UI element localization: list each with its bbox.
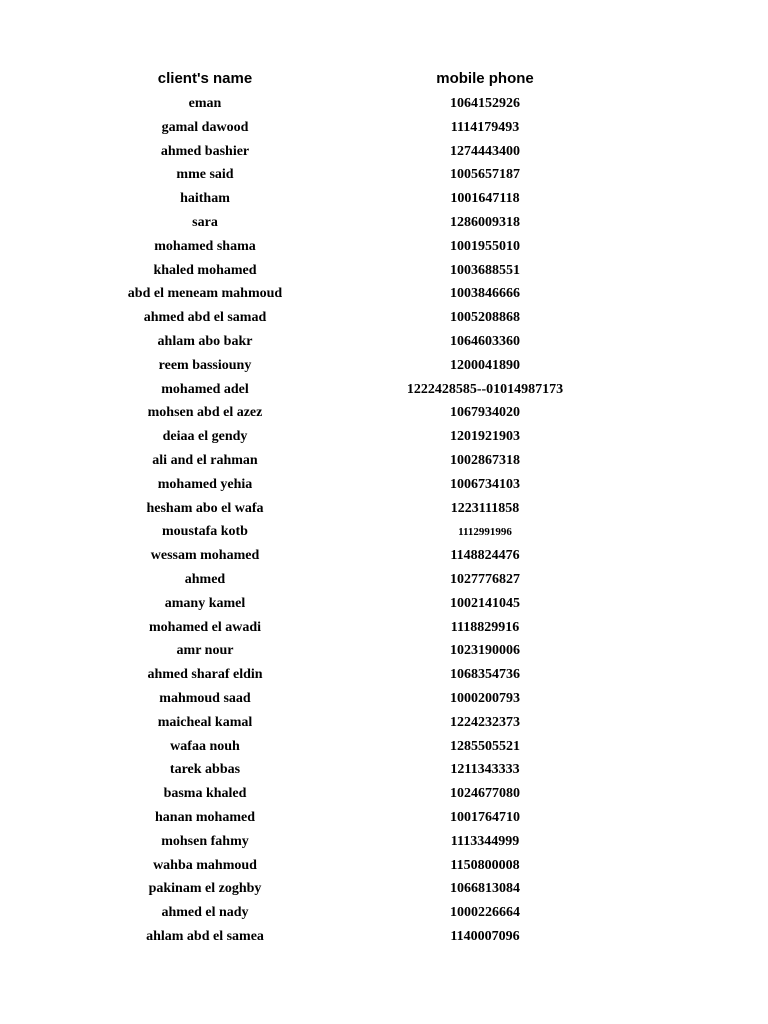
mobile-phone-cell: 1113344999 [450,833,520,849]
client-name-cell: wahba mahmoud [153,857,257,873]
table-row [0,688,768,712]
client-name-cell: mohamed yehia [157,476,253,492]
client-name-cell: amany kamel [164,595,246,611]
table-row [0,164,768,188]
mobile-phone-cell: 1274443400 [450,143,520,159]
client-name-cell: maicheal kamal [157,714,253,730]
client-name-cell: mohamed el awadi [149,619,261,635]
client-name-cell: khaled mohamed [153,262,257,278]
column-header-mobile-phone: mobile phone [436,70,534,87]
column-header-client-name: client's name [157,70,253,87]
client-name-cell: ali and el rahman [152,452,258,468]
table-row [0,878,768,902]
table-row [0,855,768,879]
table-row [0,569,768,593]
table-row [0,498,768,522]
client-name-cell: ahmed abd el samad [143,310,267,326]
mobile-phone-cell: 1001647118 [450,191,520,207]
client-name-cell: mohamed shama [154,238,256,254]
table-row [0,926,768,950]
client-name-cell: pakinam el zoghby [148,881,262,897]
mobile-phone-cell: 1150800008 [450,857,520,873]
mobile-phone-cell: 1002141045 [450,595,520,611]
client-name-cell: mahmoud saad [159,690,251,706]
table-row [0,474,768,498]
mobile-phone-cell: 1118829916 [450,619,520,635]
client-name-cell: reem bassiouny [158,357,252,373]
table-row [0,188,768,212]
client-name-cell: abd el meneam mahmoud [127,286,283,302]
mobile-phone-cell: 1027776827 [450,571,520,587]
table-row [0,402,768,426]
mobile-phone-cell: 1003688551 [450,262,520,278]
client-name-cell: haitham [180,191,230,207]
table-row [0,236,768,260]
mobile-phone-cell: 1066813084 [450,881,520,897]
mobile-phone-cell: 1200041890 [450,357,520,373]
table-header [0,69,768,89]
client-name-cell: basma khaled [163,786,247,802]
mobile-phone-cell: 1064603360 [450,333,520,349]
mobile-phone-cell: 1064152926 [450,96,520,111]
table-row [0,212,768,236]
client-name-cell: wessam mohamed [150,548,260,564]
mobile-phone-cell: 1140007096 [450,928,520,944]
table-row [0,759,768,783]
client-name-cell: ahlam abd el samea [146,928,264,944]
table-row [0,379,768,403]
client-name-cell: ahlam abo bakr [157,333,253,349]
client-name-cell: ahmed bashier [160,143,250,159]
mobile-phone-cell: 1000200793 [450,690,520,706]
table-row [0,617,768,641]
client-name-cell: mohamed adel [161,381,249,397]
table-row [0,736,768,760]
mobile-phone-cell: 1068354736 [450,667,520,683]
table-row [0,783,768,807]
mobile-phone-cell: 1223111858 [450,500,520,516]
table-row [0,712,768,736]
client-name-cell: ahmed sharaf eldin [147,667,263,683]
mobile-phone-cell: 1023190006 [450,643,520,659]
table-row [0,260,768,284]
table-row [0,450,768,474]
table-row [0,831,768,855]
client-name-cell: amr nour [176,643,234,659]
client-name-cell: wafaa nouh [170,738,240,754]
mobile-phone-cell: 1224232373 [450,714,520,730]
client-name-cell: mme said [176,167,234,183]
client-name-cell: ahmed el nady [161,905,249,921]
client-name-cell: eman [188,96,222,111]
mobile-phone-cell: 1285505521 [450,738,520,754]
client-name-cell: hesham abo el wafa [146,500,264,516]
mobile-phone-cell: 1222428585--01014987173 [406,381,564,397]
mobile-phone-cell: 1024677080 [450,786,520,802]
table-row [0,283,768,307]
client-name-cell: ahmed [184,571,226,587]
table-row [0,640,768,664]
client-name-cell: mohsen abd el azez [147,405,263,421]
client-name-cell: deiaa el gendy [162,429,248,445]
mobile-phone-cell: 1067934020 [450,405,520,421]
mobile-phone-cell: 1005657187 [450,167,520,183]
client-name-cell: sara [192,214,218,230]
mobile-phone-cell: 1001955010 [450,238,520,254]
client-name-cell: mohsen fahmy [161,833,249,849]
client-name-cell: gamal dawood [161,119,249,135]
client-name-cell: moustafa kotb [162,524,248,540]
table-row [0,902,768,926]
table-row [0,426,768,450]
table-row [0,141,768,165]
client-name-cell: hanan mohamed [155,809,255,825]
mobile-phone-cell: 1148824476 [450,548,520,564]
table-row [0,664,768,688]
mobile-phone-cell: 1114179493 [450,119,520,135]
mobile-phone-cell: 1005208868 [450,310,520,326]
table-body [0,93,768,950]
table-row [0,117,768,141]
table-row [0,93,768,117]
mobile-phone-cell: 1003846666 [450,286,520,302]
mobile-phone-cell: 1000226664 [450,905,520,921]
table-row [0,521,768,545]
client-name-cell: tarek abbas [169,762,241,778]
mobile-phone-cell: 1006734103 [450,476,520,492]
table-row [0,331,768,355]
table-row [0,355,768,379]
mobile-phone-cell: 1201921903 [450,429,520,445]
mobile-phone-cell: 1002867318 [450,452,520,468]
mobile-phone-cell: 1286009318 [450,214,520,230]
mobile-phone-cell: 1001764710 [450,809,520,825]
table-row [0,807,768,831]
table-row [0,545,768,569]
table-row [0,307,768,331]
mobile-phone-cell: 1112991996 [458,526,512,539]
mobile-phone-cell: 1211343333 [450,762,520,778]
table-row [0,593,768,617]
